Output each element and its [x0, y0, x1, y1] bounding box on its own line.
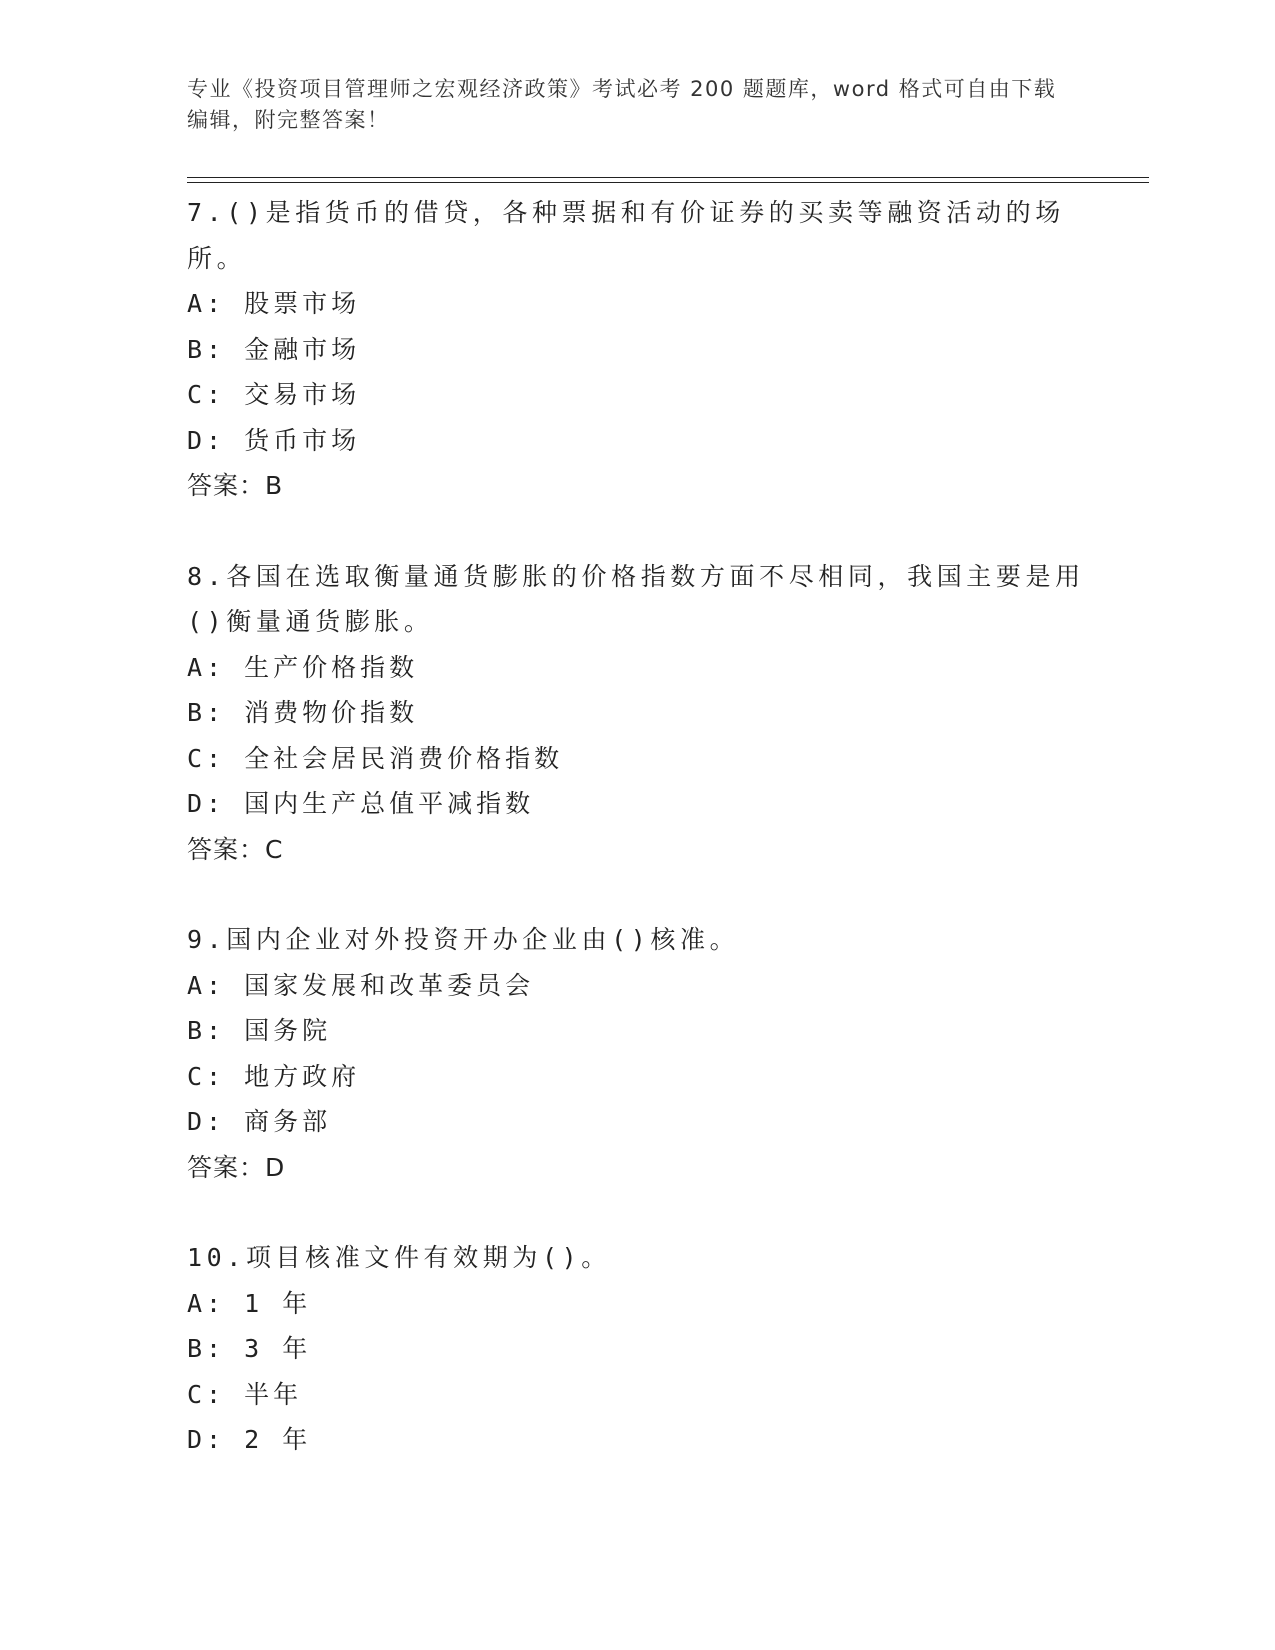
- answer-line: 答案：C: [187, 834, 284, 864]
- option-a: A: 1 年: [187, 1288, 312, 1318]
- option-d: D: 2 年: [187, 1425, 312, 1454]
- option-a: A: 国家发展和改革委员会: [187, 970, 535, 1000]
- option-d: D: 货币市场: [187, 425, 361, 455]
- question-list: [187, 190, 1087, 1463]
- option-a: A: 股票市场: [187, 289, 361, 318]
- header-divider-top: [187, 177, 1149, 178]
- option-c: C: 地方政府: [187, 1061, 361, 1091]
- option-c: C: 交易市场: [187, 380, 361, 409]
- question-stem: 9.国内企业对外投资开办企业由()核准。: [187, 925, 740, 954]
- option-d: D: 商务部: [187, 1107, 332, 1136]
- question-10: [187, 1235, 1087, 1463]
- option-b: B: 3 年: [187, 1334, 312, 1363]
- header-divider-bottom: [187, 182, 1149, 183]
- question-stem: 10.项目核准文件有效期为()。: [187, 1243, 611, 1272]
- question-7: [187, 190, 1087, 509]
- document-header: 专业《投资项目管理师之宏观经济政策》考试必考 200 题题库，word 格式可自由下载编辑，附完整答案！: [187, 77, 1057, 132]
- option-d: D: 国内生产总值平减指数: [187, 789, 535, 818]
- question-stem: 7.()是指货币的借贷，各种票据和有价证券的买卖等融资活动的场所。: [187, 198, 1065, 273]
- answer-line: 答案：B: [187, 471, 284, 500]
- option-b: B: 金融市场: [187, 334, 361, 364]
- option-a: A: 生产价格指数: [187, 652, 419, 682]
- option-c: C: 半年: [187, 1379, 303, 1409]
- option-b: B: 消费物价指数: [187, 698, 419, 727]
- option-c: C: 全社会居民消费价格指数: [187, 743, 564, 773]
- answer-line: 答案：D: [187, 1152, 286, 1182]
- option-b: B: 国务院: [187, 1016, 332, 1045]
- question-8: [187, 554, 1087, 873]
- question-9: [187, 917, 1087, 1190]
- question-stem: 8.各国在选取衡量通货膨胀的价格指数方面不尽相同，我国主要是用()衡量通货膨胀。: [187, 561, 1085, 636]
